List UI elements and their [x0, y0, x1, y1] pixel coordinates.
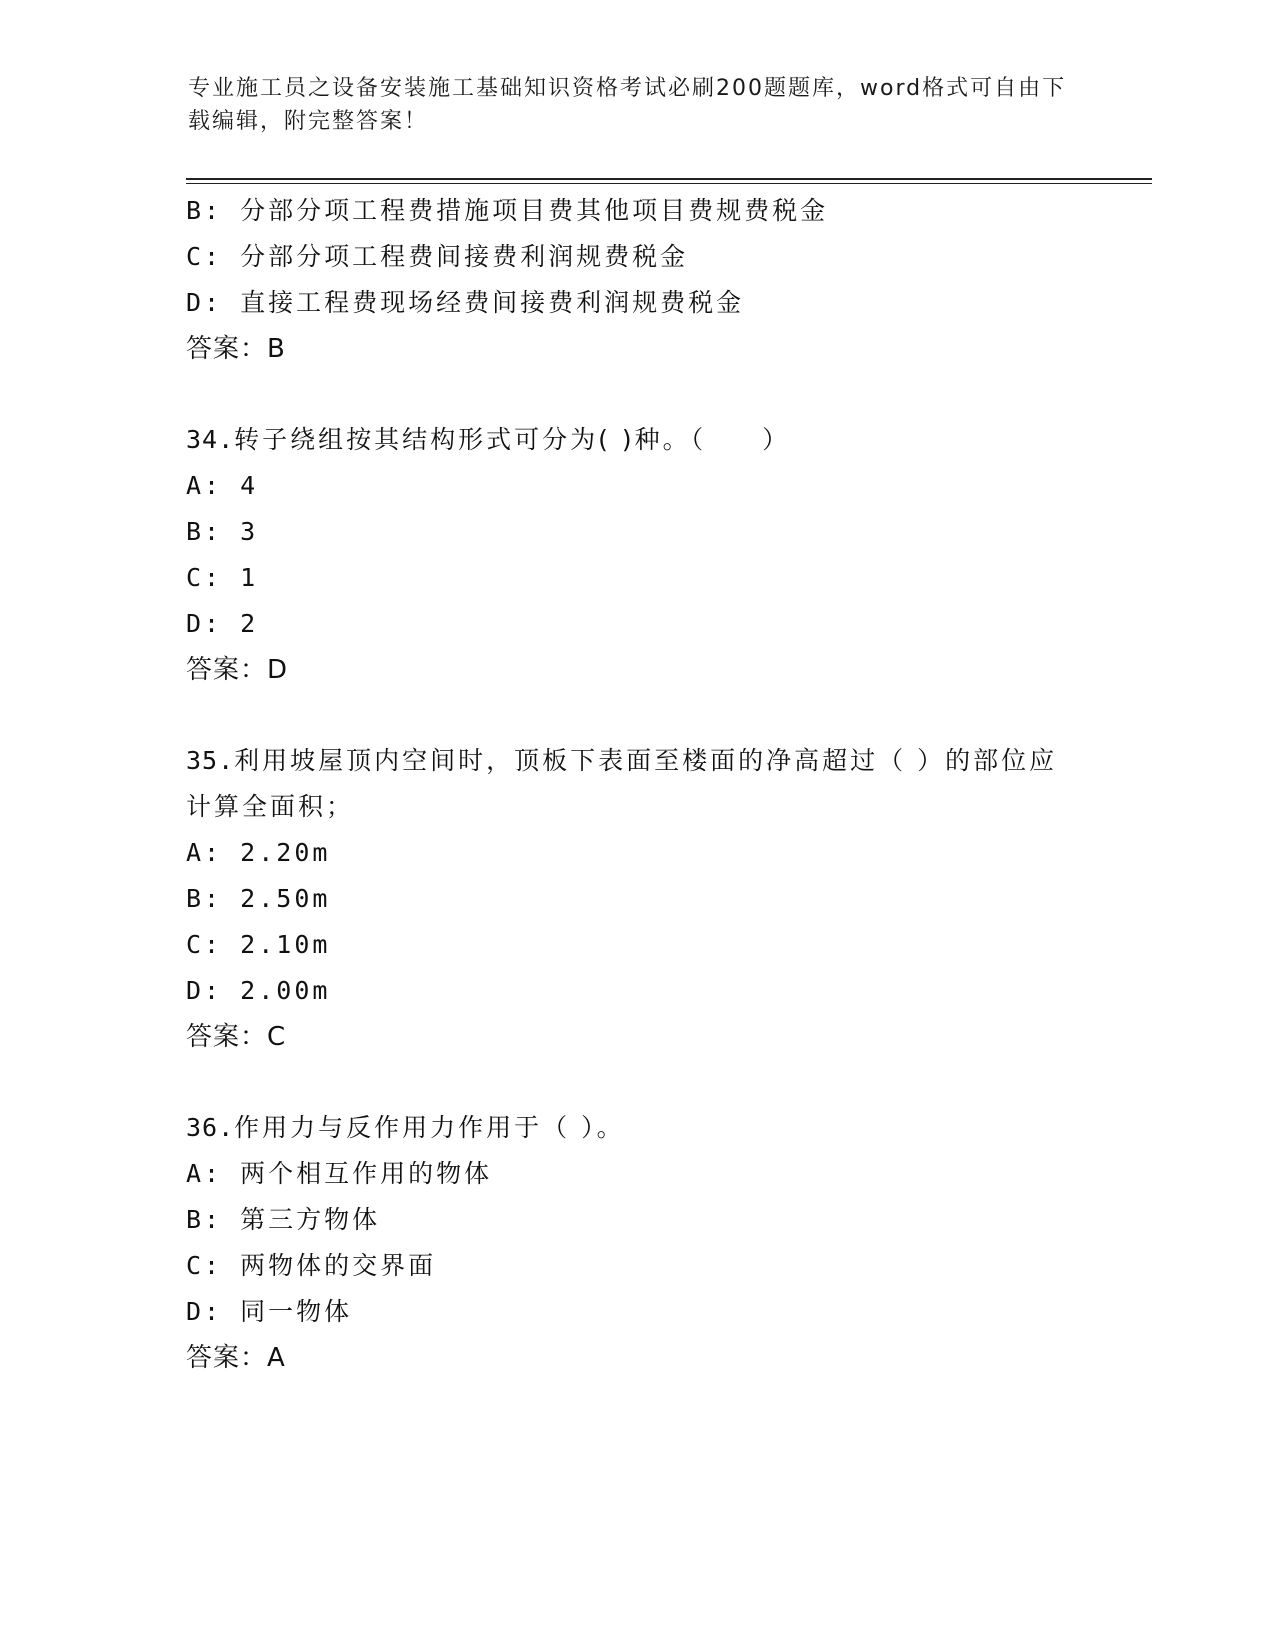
- question-list: [186, 188, 1146, 1381]
- option-a: A: 2.20m: [186, 838, 331, 867]
- header-divider-thick: [186, 178, 1152, 180]
- option-a: A: 4: [186, 471, 259, 500]
- option-b: B: 2.50m: [186, 884, 331, 913]
- question-33-tail: [186, 188, 1146, 372]
- header-divider-thin: [186, 183, 1152, 184]
- answer-line: 答案：A: [186, 1343, 286, 1373]
- document-header: 专业施工员之设备安装施工基础知识资格考试必刷200题题库，word格式可自由下载编辑，附完整答案！: [188, 76, 1067, 134]
- answer-line: 答案：B: [186, 334, 286, 364]
- answer-line: 答案：C: [186, 1022, 287, 1052]
- answer-line: 答案：D: [186, 655, 289, 685]
- option-b: B: 3: [186, 517, 259, 546]
- option-c: C: 1: [186, 563, 259, 592]
- question-text: 34.转子绕组按其结构形式可分为( )种。（ ）: [186, 425, 791, 454]
- option-d: D: 2: [186, 609, 259, 638]
- option-d: D: 直接工程费现场经费间接费利润规费税金: [186, 288, 745, 317]
- option-c: C: 两物体的交界面: [186, 1251, 437, 1280]
- question-36: [186, 1105, 1146, 1381]
- option-d: D: 2.00m: [186, 976, 331, 1005]
- option-a: A: 两个相互作用的物体: [186, 1159, 493, 1188]
- option-b: B: 第三方物体: [186, 1205, 381, 1234]
- option-d: D: 同一物体: [186, 1297, 353, 1326]
- question-text: 36.作用力与反作用力作用于（ ）。: [186, 1113, 625, 1142]
- question-35: [186, 738, 1146, 1060]
- option-c: C: 分部分项工程费间接费利润规费税金: [186, 242, 689, 271]
- option-b: B: 分部分项工程费措施项目费其他项目费规费税金: [186, 196, 829, 225]
- option-c: C: 2.10m: [186, 930, 331, 959]
- question-34: [186, 417, 1146, 693]
- question-text: 35.利用坡屋顶内空间时，顶板下表面至楼面的净高超过（ ）的部位应计算全面积；: [186, 746, 1058, 821]
